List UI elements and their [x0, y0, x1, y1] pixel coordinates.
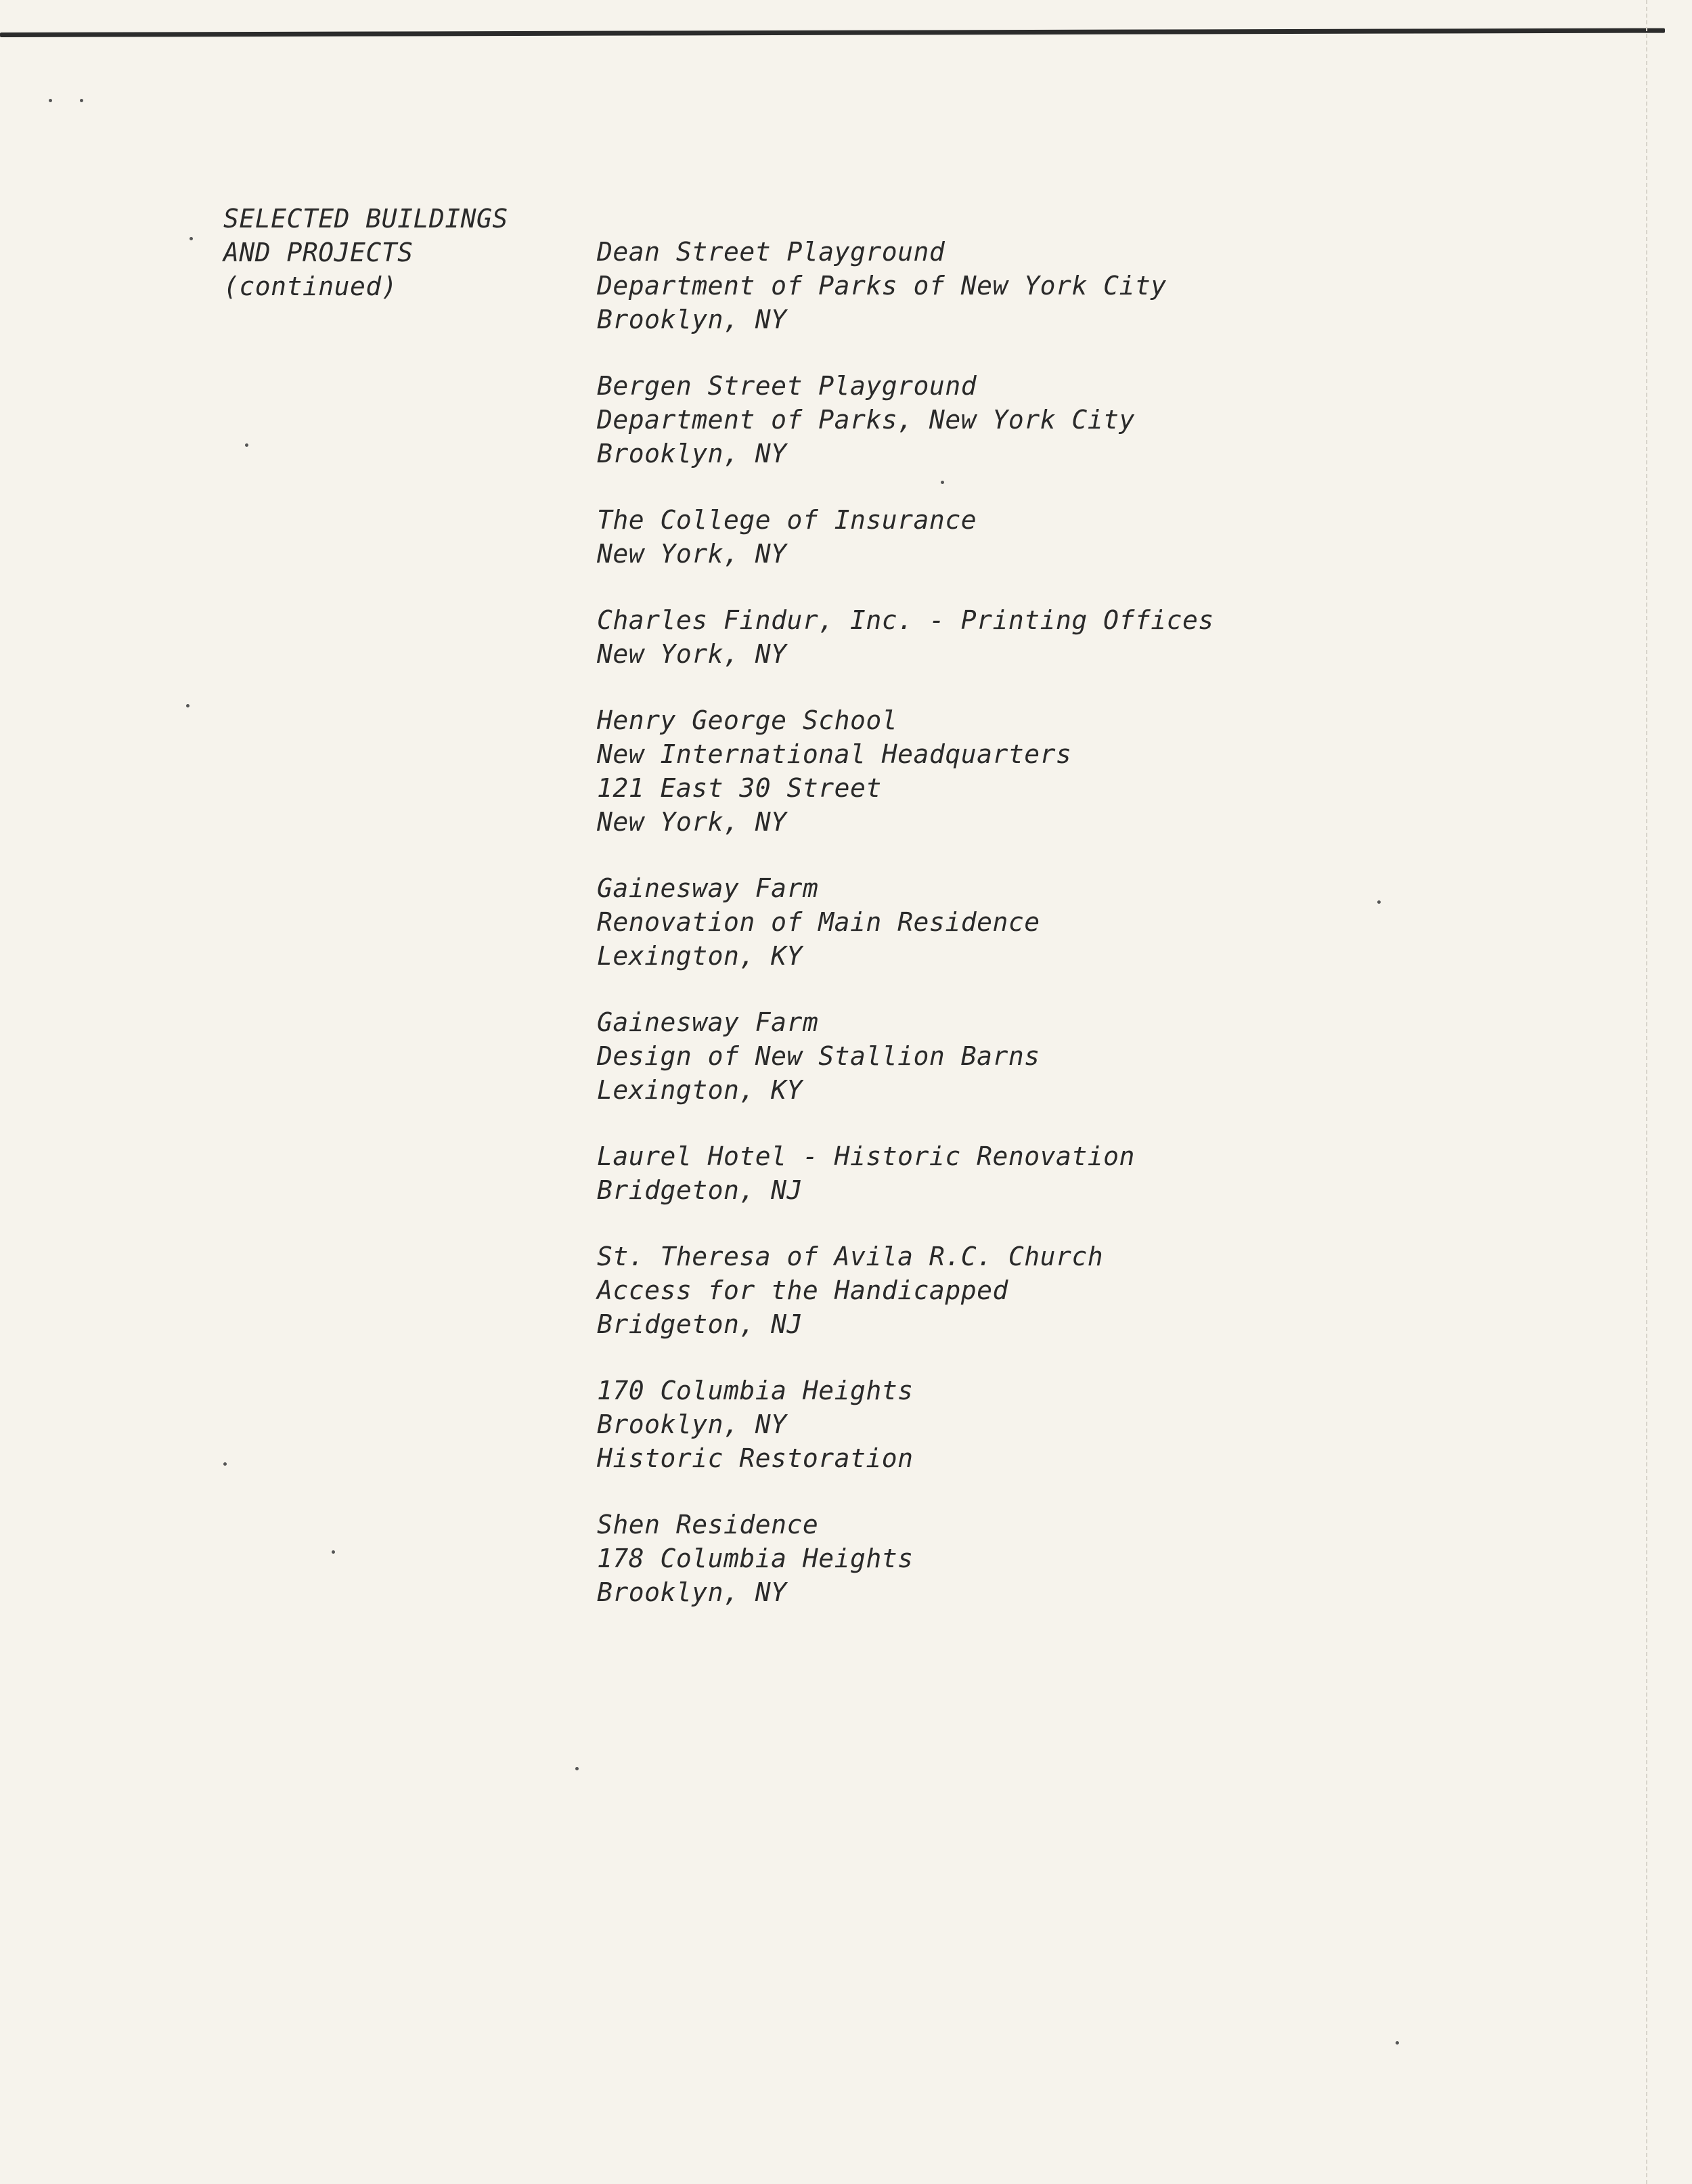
project-entry	[597, 703, 1612, 839]
project-entry	[597, 1240, 1612, 1341]
scan-speck	[1377, 900, 1381, 904]
project-entry-line: Gainesway Farm	[597, 873, 819, 903]
project-entry-line: 178 Columbia Heights	[597, 1544, 914, 1573]
project-entry-line: New York, NY	[597, 807, 787, 837]
project-entry-line: Henry George School	[597, 705, 898, 735]
project-entry-line: Charles Findur, Inc. - Printing Offices	[597, 605, 1214, 635]
scan-speck	[941, 481, 944, 484]
project-entry-line: Department of Parks, New York City	[597, 405, 1135, 435]
project-entry	[597, 603, 1612, 671]
scan-speck	[223, 1462, 227, 1466]
project-entry-line: New York, NY	[597, 639, 787, 669]
project-entry-line: Shen Residence	[597, 1510, 819, 1539]
project-entry-line: St. Theresa of Avila R.C. Church	[597, 1242, 1104, 1271]
project-entry-line: Design of New Stallion Barns	[597, 1041, 1040, 1071]
project-entry	[597, 871, 1612, 973]
heading-line-2: AND PROJECTS	[223, 238, 414, 267]
project-entry	[597, 1508, 1612, 1609]
project-entry-line: The College of Insurance	[597, 505, 977, 535]
project-entry-line: Lexington, KY	[597, 941, 803, 971]
project-entry	[597, 503, 1612, 571]
project-entry-line: Renovation of Main Residence	[597, 907, 1040, 937]
project-entry	[597, 1005, 1612, 1107]
project-entry-line: New International Headquarters	[597, 739, 1072, 769]
project-entry-line: Bergen Street Playground	[597, 371, 977, 401]
project-entry	[597, 235, 1612, 336]
heading-line-3: (continued)	[223, 271, 398, 301]
top-rule	[0, 28, 1665, 37]
section-heading	[223, 202, 508, 303]
project-entry-line: Historic Restoration	[597, 1443, 914, 1473]
project-entry	[597, 1139, 1612, 1207]
project-entry-line: Lexington, KY	[597, 1075, 803, 1105]
heading-line-1: SELECTED BUILDINGS	[223, 204, 508, 234]
project-entry-line: 170 Columbia Heights	[597, 1376, 914, 1405]
scan-speck	[49, 99, 52, 102]
project-entry-line: Gainesway Farm	[597, 1007, 819, 1037]
scan-speck	[80, 99, 83, 102]
project-entry-line: 121 East 30 Street	[597, 773, 882, 803]
project-list	[597, 235, 1612, 1642]
scan-speck	[186, 704, 190, 707]
project-entry-line: New York, NY	[597, 539, 787, 569]
scan-speck	[1396, 2041, 1399, 2045]
project-entry	[597, 1374, 1612, 1475]
page-edge	[1646, 0, 1649, 2184]
scan-speck	[332, 1550, 335, 1554]
project-entry	[597, 369, 1612, 471]
project-entry-line: Brooklyn, NY	[597, 305, 787, 334]
scan-speck	[245, 443, 248, 447]
project-entry-line: Bridgeton, NJ	[597, 1309, 803, 1339]
project-entry-line: Access for the Handicapped	[597, 1275, 1008, 1305]
project-entry-line: Brooklyn, NY	[597, 1577, 787, 1607]
project-entry-line: Laurel Hotel - Historic Renovation	[597, 1141, 1135, 1171]
project-entry-line: Brooklyn, NY	[597, 1410, 787, 1439]
project-entry-line: Dean Street Playground	[597, 237, 945, 267]
project-entry-line: Bridgeton, NJ	[597, 1175, 803, 1205]
project-entry-line: Department of Parks of New York City	[597, 271, 1167, 301]
scan-speck	[575, 1767, 579, 1770]
scan-speck	[190, 237, 193, 240]
project-entry-line: Brooklyn, NY	[597, 439, 787, 468]
